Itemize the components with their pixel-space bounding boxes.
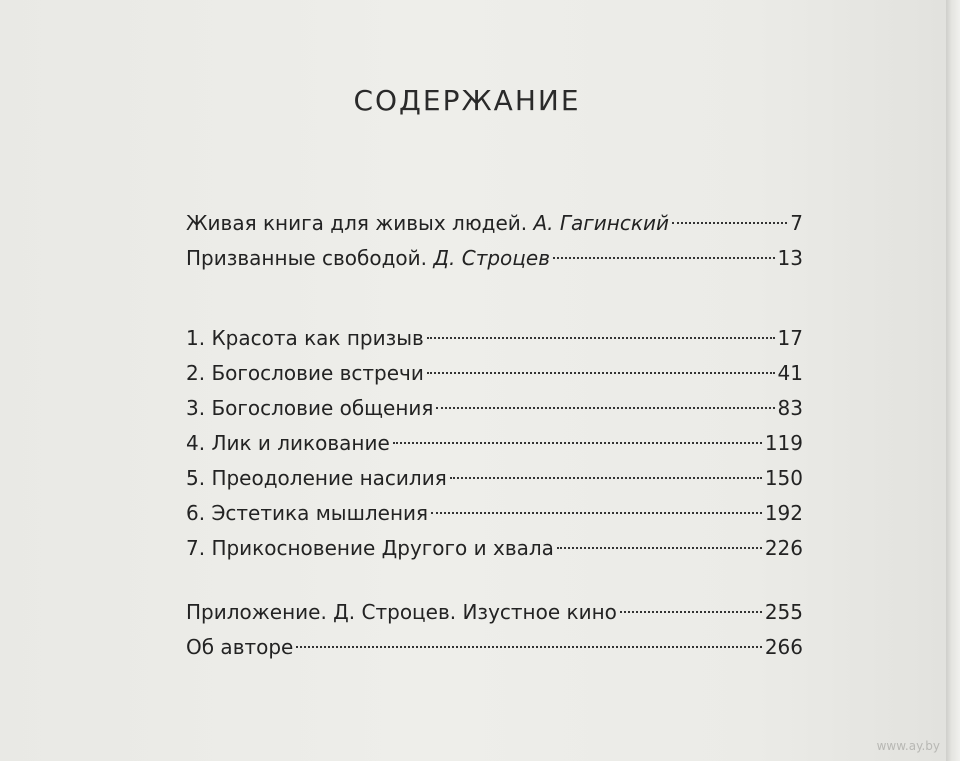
dot-leader xyxy=(296,646,761,648)
section-gap xyxy=(186,276,803,321)
toc-entry-intro-2 xyxy=(186,241,803,276)
toc-entry-title: 6. Эстетика мышления xyxy=(186,501,429,525)
dot-leader xyxy=(436,407,774,409)
toc-entry-title: 2. Богословие встречи xyxy=(186,361,424,385)
dot-leader xyxy=(393,442,762,444)
toc-entry-title xyxy=(186,206,669,241)
toc-entry-title: 7. Прикосновение Другого и хвала xyxy=(186,536,554,560)
toc-entry-about-author xyxy=(186,630,803,665)
toc-entry-title: Приложение. Д. Строцев. Изустное кино xyxy=(186,600,617,624)
toc-entry-page: 13 xyxy=(777,246,803,270)
page-edge xyxy=(946,0,960,761)
toc-entry-intro-1 xyxy=(186,206,803,241)
toc-entry-author: А. Гагинский xyxy=(533,211,669,235)
toc-entry-page: 226 xyxy=(764,536,803,560)
toc-entry-chapter-3 xyxy=(186,391,803,426)
toc-entry-chapter-1 xyxy=(186,321,803,356)
toc-entry-page: 83 xyxy=(777,396,803,420)
dot-leader xyxy=(427,372,775,374)
toc-entry-page: 41 xyxy=(777,361,803,385)
toc-entry-page: 17 xyxy=(777,326,803,350)
toc-entry-page: 192 xyxy=(764,501,803,525)
toc-entry-page: 266 xyxy=(764,635,803,659)
dot-leader xyxy=(427,337,775,339)
toc-entry-chapter-2 xyxy=(186,356,803,391)
toc-entry-title: Об авторе xyxy=(186,635,294,659)
page-title xyxy=(0,84,946,117)
dot-leader xyxy=(553,257,775,259)
toc-entry-chapter-5 xyxy=(186,461,803,496)
toc-entry-title: 4. Лик и ликование xyxy=(186,431,390,455)
toc-entry-appendix xyxy=(186,595,803,630)
dot-leader xyxy=(431,512,762,514)
toc-entry-title xyxy=(186,241,550,276)
toc-entry-page: 119 xyxy=(764,431,803,455)
toc-entry-chapter-6 xyxy=(186,496,803,531)
toc-entry-page: 150 xyxy=(764,466,803,490)
toc-entry-title: 1. Красота как призыв xyxy=(186,326,424,350)
dot-leader xyxy=(557,547,762,549)
toc-entry-title: 5. Преодоление насилия xyxy=(186,466,447,490)
toc-entry-author: Д. Строцев xyxy=(433,246,550,270)
toc-entry-title-text: Живая книга для живых людей. xyxy=(186,211,534,235)
toc-entry-page: 255 xyxy=(764,600,803,624)
dot-leader xyxy=(620,611,762,613)
section-gap xyxy=(186,566,803,595)
site-watermark: www.ay.by xyxy=(876,739,940,753)
toc-entry-chapter-7 xyxy=(186,531,803,566)
heading-text: СОДЕРЖАНИЕ xyxy=(353,84,581,117)
toc-entry-title-text: Призванные свободой. xyxy=(186,246,434,270)
toc-entry-title: 3. Богословие общения xyxy=(186,396,434,420)
toc-entry-chapter-4 xyxy=(186,426,803,461)
dot-leader xyxy=(672,222,787,224)
dot-leader xyxy=(450,477,762,479)
toc-entry-page: 7 xyxy=(790,211,803,235)
table-of-contents xyxy=(186,206,803,665)
